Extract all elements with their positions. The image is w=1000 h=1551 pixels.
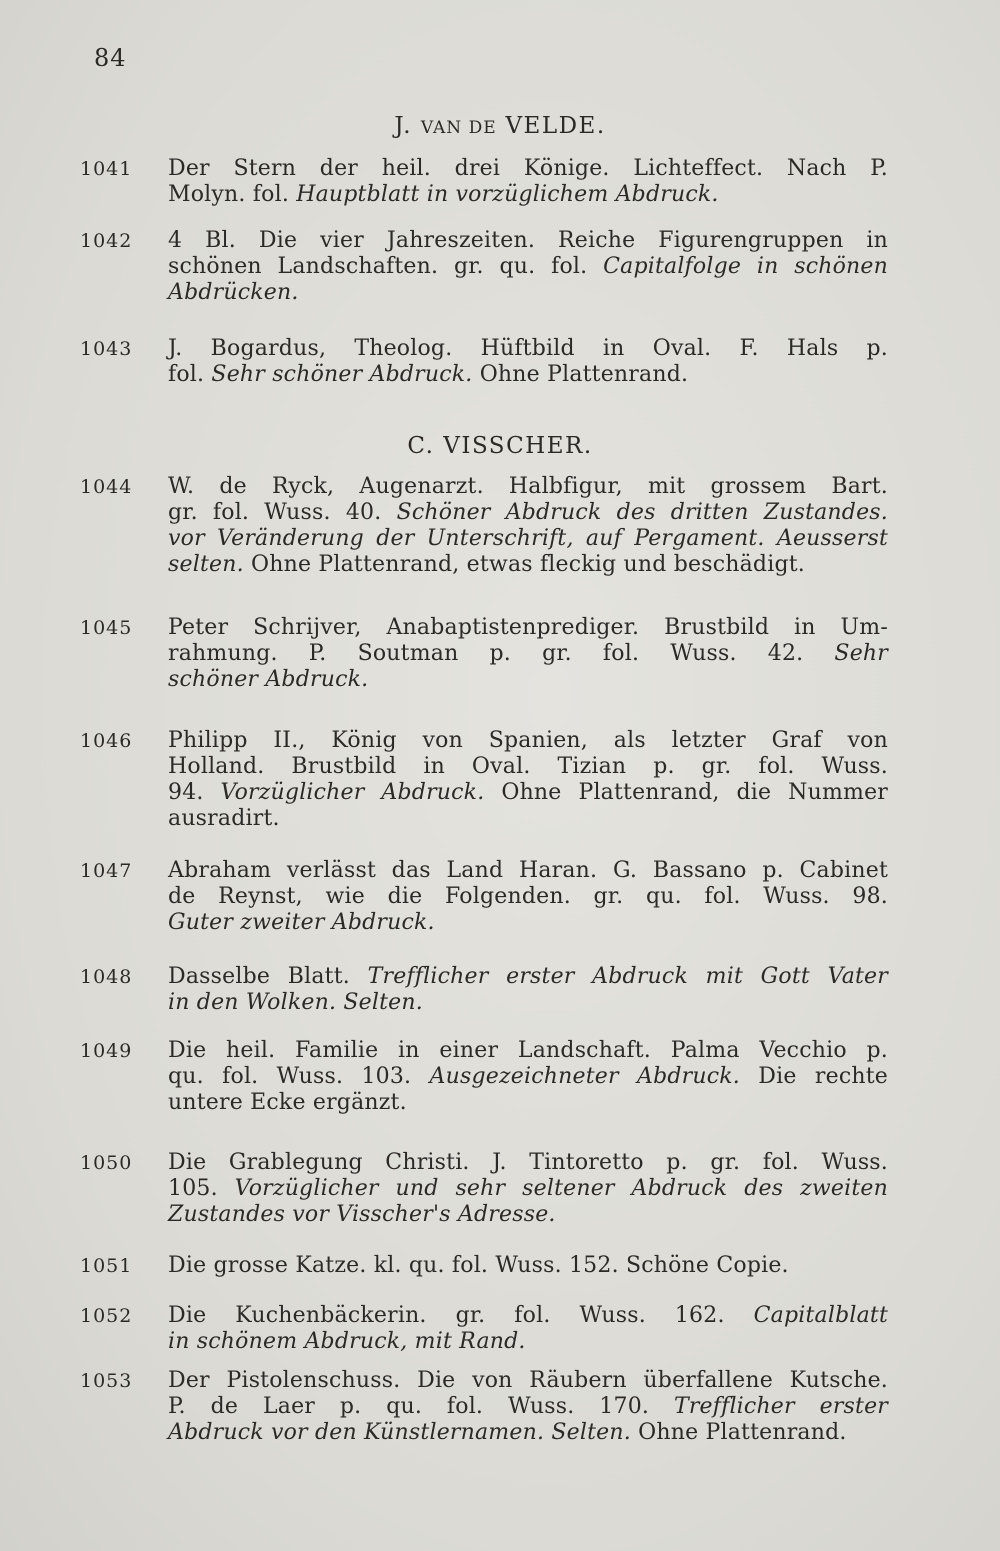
italic-remark: Hauptblatt in vorzüglichem Abdruck.: [296, 182, 719, 207]
entry-text-line: [168, 806, 888, 832]
entry-text: Der Pistolenschuss. Die von Räubern überfallene Kutsche.: [168, 1368, 888, 1393]
entry-text: qu. fol. Wuss. 103.: [168, 1064, 430, 1089]
entry-text: ausradirt.: [168, 806, 280, 831]
entry-text: Molyn. fol.: [168, 182, 297, 207]
entry-number: 1052: [80, 1305, 133, 1327]
entry-text: Die rechte: [739, 1064, 888, 1089]
entry-number: 1041: [80, 158, 133, 180]
entry-text-line: [168, 500, 888, 526]
entry-text-line: [168, 667, 888, 693]
italic-remark: Sehr schöner Abdruck.: [211, 362, 473, 387]
italic-remark: Vorzüglicher und sehr seltener Abdruck des zweiten: [234, 1176, 888, 1201]
entry-text-line: [168, 182, 888, 208]
entry-text-line: [168, 362, 888, 388]
entry-text-line: [168, 336, 888, 362]
entry-text-line: [168, 1303, 888, 1329]
entry-text-line: [168, 280, 888, 306]
entry-text: Die Grablegung Christi. J. Tintoretto p. gr. fol. Wuss.: [168, 1150, 888, 1175]
entry-number: 1051: [80, 1255, 133, 1277]
italic-remark: in schönem Abdruck, mit Rand.: [168, 1329, 526, 1354]
entry-text-line: [168, 858, 888, 884]
italic-remark: Trefflicher erster: [673, 1394, 889, 1419]
italic-remark: schöner Abdruck.: [168, 667, 369, 692]
italic-remark: Trefflicher erster Abdruck mit Gott Vater: [367, 964, 888, 989]
heading-name: VELDE.: [505, 113, 606, 139]
entry-text: gr. fol. Wuss. 40.: [168, 500, 397, 525]
entry-text-line: [168, 1064, 888, 1090]
section-heading-visscher: C. VISSCHER.: [407, 433, 593, 459]
entry-text-line: [168, 1150, 888, 1176]
entry-number: 1043: [80, 338, 133, 360]
entry-number: 1047: [80, 860, 133, 882]
entry-text: Die Kuchenbäckerin. gr. fol. Wuss. 162.: [168, 1303, 754, 1328]
page-number: 84: [94, 44, 127, 72]
entry-text-line: [168, 1394, 888, 1420]
entry-text-line: [168, 1253, 888, 1279]
italic-remark: Abdrücken.: [168, 280, 299, 305]
italic-remark: Sehr: [834, 641, 888, 666]
entry-text-line: [168, 254, 888, 280]
entry-text-line: [168, 526, 888, 552]
entry-text-line: [168, 1176, 888, 1202]
italic-remark: selten.: [168, 552, 244, 577]
entry-text: Der Stern der heil. drei Könige. Lichteffect. Nach P.: [168, 156, 888, 181]
entry-text: Holland. Brustbild in Oval. Tizian p. gr. fol. Wuss.: [168, 754, 888, 779]
entry-text: Ohne Plattenrand.: [472, 362, 689, 387]
entry-number: 1050: [80, 1152, 133, 1174]
italic-remark: Schöner Abdruck des dritten Zustandes.: [396, 500, 888, 525]
entry-text-line: [168, 228, 888, 254]
entry-text: Die heil. Familie in einer Landschaft. Palma Vecchio p.: [168, 1038, 888, 1063]
entry-text: 94.: [168, 780, 221, 805]
entry-text: Dasselbe Blatt.: [168, 964, 368, 989]
entry-text: P. de Laer p. qu. fol. Wuss. 170.: [168, 1394, 674, 1419]
entry-number: 1048: [80, 966, 133, 988]
entry-text: W. de Ryck, Augenarzt. Halbfigur, mit grossem Bart.: [168, 474, 888, 499]
entry-text-line: [168, 1202, 888, 1228]
entry-text-line: [168, 615, 888, 641]
entry-text-line: [168, 754, 888, 780]
section-heading-van-de-velde: [0, 113, 1000, 139]
italic-remark: vor Veränderung der Unterschrift, auf Pergament. Aeusserst: [168, 526, 888, 551]
italic-remark: Zustandes vor Visscher's Adresse.: [168, 1202, 556, 1227]
italic-remark: Capitalfolge in schönen: [603, 254, 888, 279]
italic-remark: in den Wolken. Selten.: [168, 990, 423, 1015]
entry-text: 4 Bl. Die vier Jahreszeiten. Reiche Figurengruppen in: [168, 228, 888, 253]
entry-number: 1045: [80, 617, 133, 639]
entry-text: Peter Schrijver, Anabaptistenprediger. Brustbild in Um-: [168, 615, 888, 640]
entry-text-line: [168, 1420, 888, 1446]
heading-small-caps: VAN DE: [420, 118, 497, 138]
italic-remark: Ausgezeichneter Abdruck.: [429, 1064, 740, 1089]
entry-text-line: [168, 884, 888, 910]
italic-remark: Vorzüglicher Abdruck.: [220, 780, 485, 805]
entry-text-line: [168, 910, 888, 936]
entry-text-line: [168, 780, 888, 806]
entry-text: 105.: [168, 1176, 235, 1201]
entry-text-line: [168, 1329, 888, 1355]
entry-text: Ohne Plattenrand.: [630, 1420, 847, 1445]
entry-text: Abraham verlässt das Land Haran. G. Bassano p. Cabinet: [168, 858, 888, 883]
entry-text-line: [168, 474, 888, 500]
entry-text-line: [168, 156, 888, 182]
entry-text: de Reynst, wie die Folgenden. gr. qu. fol. Wuss. 98.: [168, 884, 888, 909]
entry-number: 1046: [80, 730, 133, 752]
entry-text: untere Ecke ergänzt.: [168, 1090, 407, 1115]
entry-text-line: [168, 1090, 888, 1116]
entry-number: 1049: [80, 1040, 133, 1062]
heading-initial: J.: [394, 113, 413, 139]
entry-text: Die grosse Katze. kl. qu. fol. Wuss. 152. Schöne Copie.: [168, 1253, 789, 1278]
entry-text: J. Bogardus, Theolog. Hüftbild in Oval. F. Hals p.: [168, 336, 888, 361]
entry-text-line: [168, 990, 888, 1016]
entry-number: 1053: [80, 1370, 133, 1392]
entry-text-line: [168, 1368, 888, 1394]
entry-text: fol.: [168, 362, 212, 387]
entry-text-line: [168, 964, 888, 990]
entry-text-line: [168, 728, 888, 754]
entry-text-line: [168, 1038, 888, 1064]
entry-text: Philipp II., König von Spanien, als letzter Graf von: [168, 728, 888, 753]
entry-text: Ohne Plattenrand, etwas fleckig und beschädigt.: [243, 552, 805, 577]
entry-text: Ohne Plattenrand, die Nummer: [484, 780, 889, 805]
italic-remark: Abdruck vor den Künstlernamen. Selten.: [168, 1420, 631, 1445]
entry-text: rahmung. P. Soutman p. gr. fol. Wuss. 42.: [168, 641, 835, 666]
italic-remark: Capitalblatt: [753, 1303, 888, 1328]
entry-text: schönen Landschaften. gr. qu. fol.: [168, 254, 604, 279]
italic-remark: Guter zweiter Abdruck.: [168, 910, 435, 935]
entry-text-line: [168, 641, 888, 667]
entry-number: 1044: [80, 476, 133, 498]
entry-number: 1042: [80, 230, 133, 252]
entry-text-line: [168, 552, 888, 578]
